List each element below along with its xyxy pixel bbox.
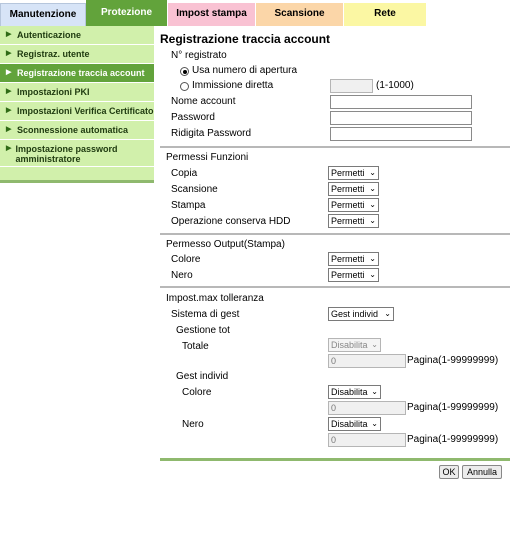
sidebar	[0, 26, 154, 183]
max-tolerance-title: Impost.max tolleranza	[166, 293, 264, 304]
print-permission-select[interactable]	[328, 198, 379, 212]
individual-color-pages-range: Pagina(1-99999999)	[407, 402, 499, 413]
divider	[160, 233, 510, 235]
radio-direct-entry[interactable]	[180, 82, 189, 91]
hdd-label: Operazione conserva HDD	[171, 216, 291, 227]
management-system-label: Sistema di gest	[171, 309, 240, 320]
radio-use-open-number[interactable]	[180, 67, 189, 76]
individual-black-pages-input[interactable]: 0	[328, 433, 406, 447]
tab-scansione[interactable]: Scansione	[256, 3, 343, 26]
tab-bar	[0, 0, 517, 26]
chevron-down-icon: ⌄	[369, 184, 376, 193]
tab-manutenzione[interactable]: Manutenzione	[0, 3, 86, 26]
divider	[160, 146, 510, 148]
total-label: Totale	[182, 341, 209, 352]
triangle-right-icon: ▶	[6, 88, 12, 95]
sidebar-item-registraz-utente[interactable]	[0, 45, 154, 64]
chevron-down-icon: ⌄	[369, 200, 376, 209]
triangle-right-icon: ▶	[6, 126, 12, 133]
tab-rete[interactable]: Rete	[344, 3, 426, 26]
individual-management-label: Gest individ	[176, 371, 229, 382]
individual-black-label: Nero	[182, 419, 204, 430]
sidebar-item-verifica-certificato[interactable]	[0, 102, 154, 121]
chevron-down-icon: ⌄	[369, 270, 376, 279]
select-value: Permetti	[331, 200, 365, 210]
account-name-input[interactable]	[330, 95, 472, 109]
chevron-down-icon: ⌄	[371, 419, 378, 428]
management-system-select[interactable]	[328, 307, 394, 321]
scan-label: Scansione	[171, 184, 218, 195]
triangle-right-icon: ▶	[6, 69, 12, 76]
sidebar-item-label: Autenticazione	[17, 30, 82, 40]
individual-color-select[interactable]	[328, 385, 381, 399]
select-value: Permetti	[331, 168, 365, 178]
sidebar-item-label: Registrazione traccia account	[17, 68, 145, 78]
select-value: Permetti	[331, 270, 365, 280]
individual-black-pages-range: Pagina(1-99999999)	[407, 434, 499, 445]
sidebar-item-label: Impostazioni Verifica Certificato	[17, 106, 154, 116]
select-value: Disabilita	[331, 340, 368, 350]
select-value: Gest individ	[331, 309, 379, 319]
sidebar-item-label: Impostazioni PKI	[17, 87, 90, 97]
select-value: Disabilita	[331, 387, 368, 397]
tab-protezione[interactable]: Protezione	[86, 0, 167, 26]
cancel-button[interactable]: Annulla	[462, 465, 502, 479]
sidebar-item-autenticazione[interactable]	[0, 26, 154, 45]
chevron-down-icon: ⌄	[384, 309, 391, 318]
ok-button[interactable]: OK	[439, 465, 459, 479]
output-color-select[interactable]	[328, 252, 379, 266]
output-black-select[interactable]	[328, 268, 379, 282]
total-pages-range: Pagina(1-99999999)	[407, 355, 499, 366]
select-value: Permetti	[331, 184, 365, 194]
individual-color-pages-input[interactable]: 0	[328, 401, 406, 415]
print-label: Stampa	[171, 200, 206, 211]
copy-label: Copia	[171, 168, 198, 179]
copy-permission-select[interactable]	[328, 166, 379, 180]
sidebar-item-sconnessione-automatica[interactable]	[0, 121, 154, 140]
tab-impost-stampa[interactable]: Impost stampa	[168, 3, 255, 26]
chevron-down-icon: ⌄	[369, 168, 376, 177]
direct-number-range: (1-1000)	[376, 80, 414, 91]
password-confirm-input[interactable]	[330, 127, 472, 141]
individual-color-label: Colore	[182, 387, 212, 398]
individual-black-select[interactable]	[328, 417, 381, 431]
select-value: Permetti	[331, 254, 365, 264]
divider	[160, 286, 510, 288]
sidebar-item-label: Impostazione password amministratore	[15, 144, 118, 164]
radio-use-open-number-label: Usa numero di apertura	[192, 65, 298, 76]
scan-permission-select[interactable]	[328, 182, 379, 196]
divider	[160, 458, 510, 461]
output-color-label: Colore	[171, 254, 201, 265]
select-value: Permetti	[331, 216, 365, 226]
password-input[interactable]	[330, 111, 472, 125]
hdd-permission-select[interactable]	[328, 214, 379, 228]
account-name-label: Nome account	[171, 96, 236, 107]
output-black-label: Nero	[171, 270, 193, 281]
direct-number-input[interactable]	[330, 79, 373, 93]
chevron-down-icon: ⌄	[369, 254, 376, 263]
total-pages-input[interactable]: 0	[328, 354, 406, 368]
chevron-down-icon: ⌄	[371, 387, 378, 396]
triangle-right-icon: ▶	[6, 50, 12, 57]
radio-direct-entry-label: Immissione diretta	[192, 80, 274, 91]
total-management-label: Gestione tot	[176, 325, 230, 336]
total-select[interactable]	[328, 338, 381, 352]
password-confirm-label: Ridigita Password	[171, 128, 252, 139]
registered-no-label: N° registrato	[171, 50, 227, 61]
chevron-down-icon: ⌄	[369, 216, 376, 225]
page-title: Registrazione traccia account	[160, 32, 331, 46]
password-label: Password	[171, 112, 215, 123]
sidebar-item-label: Registraz. utente	[17, 49, 90, 59]
output-section-title: Permesso Output(Stampa)	[166, 239, 285, 250]
triangle-right-icon: ▶	[6, 145, 12, 152]
functions-section-title: Permessi Funzioni	[166, 152, 249, 163]
triangle-right-icon: ▶	[6, 31, 12, 38]
triangle-right-icon: ▶	[6, 107, 12, 114]
select-value: Disabilita	[331, 419, 368, 429]
chevron-down-icon: ⌄	[371, 340, 378, 349]
sidebar-item-registrazione-traccia-account[interactable]	[0, 64, 154, 83]
sidebar-item-impostazioni-pki[interactable]	[0, 83, 154, 102]
sidebar-item-label: Sconnessione automatica	[17, 125, 129, 135]
sidebar-item-password-amministratore[interactable]	[0, 140, 154, 167]
